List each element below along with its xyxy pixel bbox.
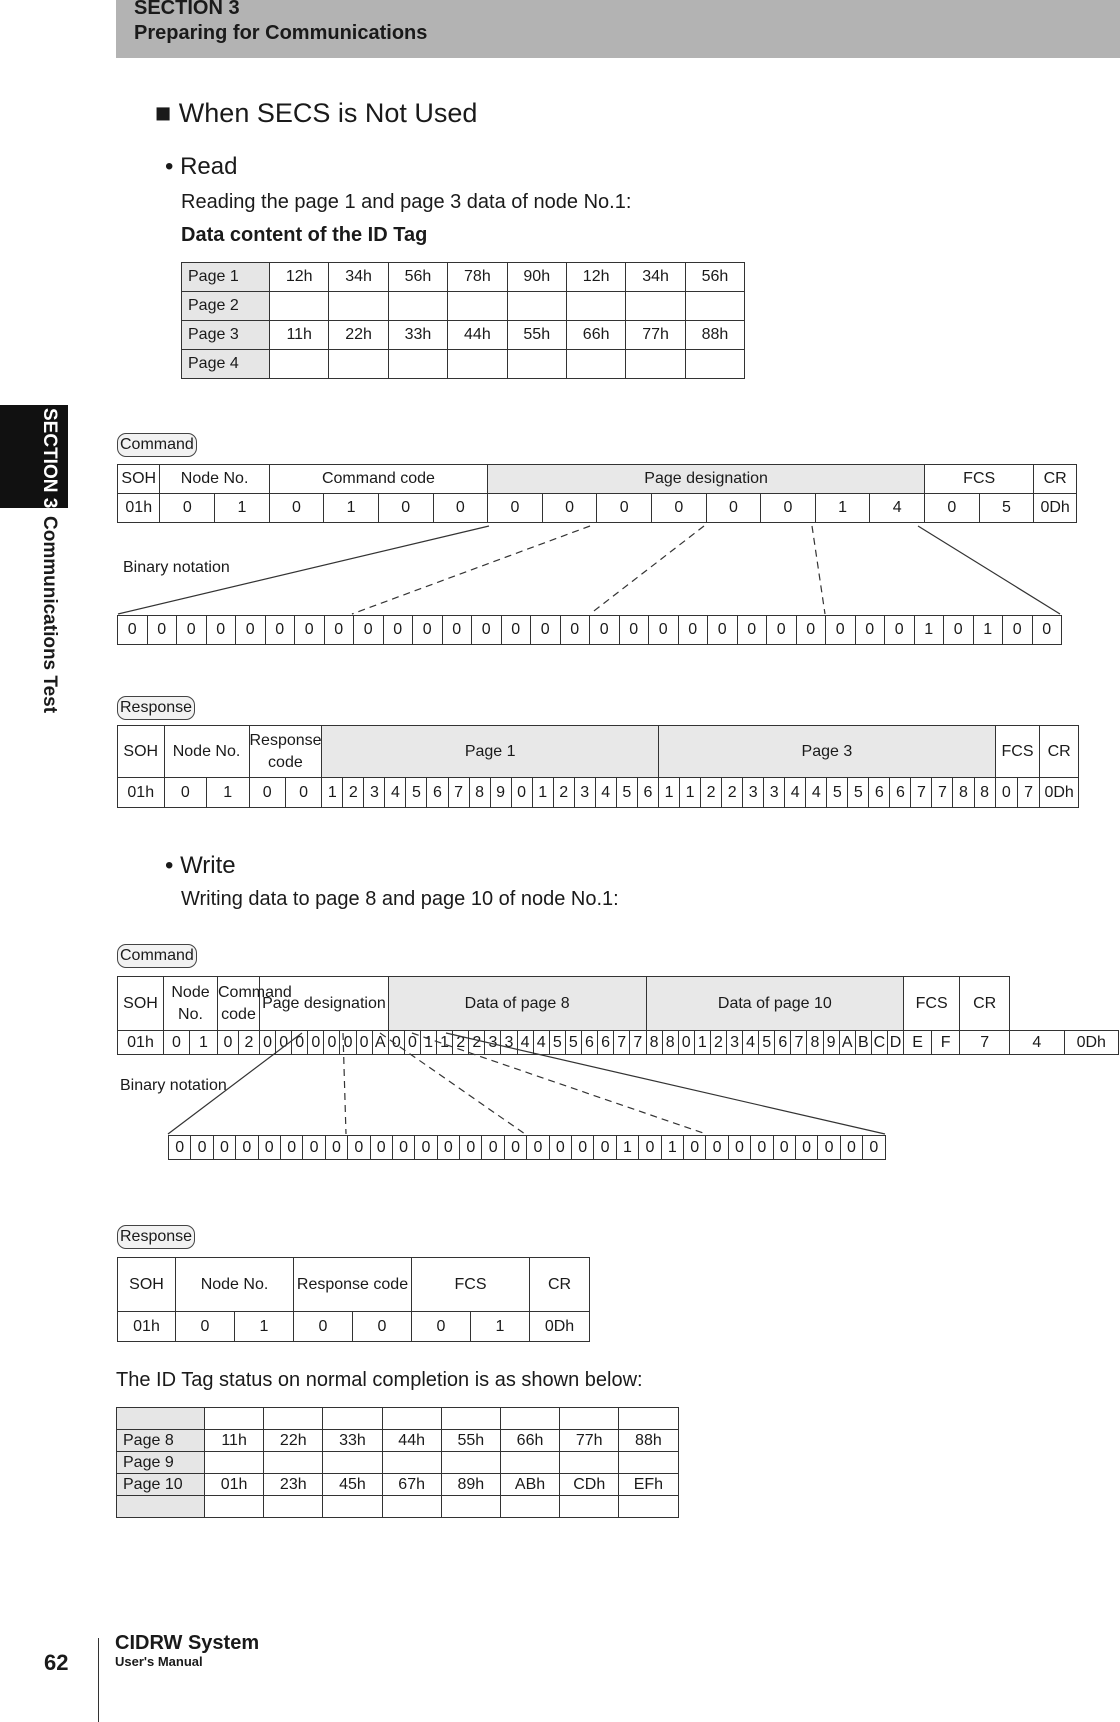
read-response-value-cell: 1 <box>207 778 249 808</box>
page-number: 62 <box>44 1650 69 1675</box>
read-binary-bit: 0 <box>501 616 531 645</box>
write-connector-dash3 <box>412 1033 706 1134</box>
write-command-value-cell: 8 <box>807 1031 823 1055</box>
write-description: Writing data to page 8 and page 10 of node No.1: <box>181 888 619 910</box>
write-response-value-cell: 1 <box>471 1312 530 1342</box>
read-response-header-cell: Page 1 <box>322 726 659 778</box>
read-response-value-cell: 0 <box>995 778 1017 808</box>
write-binary-bit: 0 <box>840 1136 862 1160</box>
write-command-label: Command <box>117 944 197 968</box>
write-command-value-cell: 9 <box>823 1031 839 1055</box>
write-binary-bit: 0 <box>482 1136 504 1160</box>
write-command-value-cell: 1 <box>694 1031 710 1055</box>
write-response-header-cell: Response code <box>294 1258 412 1312</box>
read-response-value-cell: 9 <box>490 778 511 808</box>
read-binary-bit: 0 <box>885 616 915 645</box>
read-response-label: Response <box>117 696 195 720</box>
write-response-label: Response <box>117 1225 195 1249</box>
read-response-value-cell: 5 <box>406 778 427 808</box>
read-response-header-cell: Response code <box>249 726 322 778</box>
section-title: Preparing for Communications <box>134 22 428 44</box>
tag-data-cell: 12h <box>270 263 329 292</box>
write-binary-bit: 0 <box>728 1136 750 1160</box>
read-binary-bit: 0 <box>796 616 826 645</box>
read-response-value-cell: 4 <box>785 778 806 808</box>
write-command-value-cell: 5 <box>759 1031 775 1055</box>
write-connector-dash1 <box>343 1033 346 1134</box>
tag-data-cell: 44h <box>382 1430 441 1452</box>
read-response-value-cell: 0 <box>511 778 532 808</box>
tag-data-cell: 34h <box>329 263 388 292</box>
write-command-value-cell: 2 <box>453 1031 469 1055</box>
write-command-value-cell: 0Dh <box>1064 1031 1118 1055</box>
read-response-value-cell: 7 <box>1018 778 1040 808</box>
write-command-value-cell: 1 <box>437 1031 453 1055</box>
write-response-header-cell: Node No. <box>176 1258 294 1312</box>
tag-data-cell: 44h <box>448 321 507 350</box>
tag-data-cell: 33h <box>388 321 447 350</box>
write-command-value-cell: 4 <box>533 1031 549 1055</box>
tag-data-cell: 11h <box>270 321 329 350</box>
read-response-value-cell: 2 <box>722 778 743 808</box>
read-binary-bit: 0 <box>265 616 295 645</box>
write-binary-bit: 0 <box>549 1136 571 1160</box>
write-response-value-cell: 1 <box>235 1312 294 1342</box>
tag-data-cell: CDh <box>560 1474 619 1496</box>
read-response-header-cell: FCS <box>995 726 1040 778</box>
read-response-value-cell: 5 <box>827 778 848 808</box>
tag-data-cell: 34h <box>626 263 685 292</box>
write-binary-bit: 0 <box>236 1136 258 1160</box>
write-response-value-cell: 0 <box>294 1312 353 1342</box>
write-connector-dash2 <box>380 1033 525 1134</box>
write-command-value-cell: 0 <box>276 1031 292 1055</box>
read-command-label: Command <box>117 433 197 457</box>
read-binary-bit: 0 <box>295 616 325 645</box>
write-command-value-cell: 3 <box>501 1031 517 1055</box>
status-description: The ID Tag status on normal completion is as shown below: <box>116 1369 643 1391</box>
read-response-value-cell: 3 <box>764 778 785 808</box>
write-command-value-cell: 8 <box>662 1031 678 1055</box>
tag-data-cell: 88h <box>685 321 744 350</box>
read-bullet: • Read <box>165 153 238 180</box>
tag-data-cell: 78h <box>448 263 507 292</box>
write-command-value-cell: 0 <box>308 1031 324 1055</box>
read-response-value-cell: 1 <box>532 778 553 808</box>
write-command-value-cell: 4 <box>743 1031 759 1055</box>
read-command-header-cell: FCS <box>925 465 1034 494</box>
tag-data-cell: EFh <box>619 1474 678 1496</box>
read-response-value-cell: 5 <box>848 778 869 808</box>
tag-data-cell: 67h <box>382 1474 441 1496</box>
tag-data-cell: 22h <box>329 321 388 350</box>
write-response-header-cell: FCS <box>412 1258 530 1312</box>
tag-data-cell: 12h <box>566 263 625 292</box>
read-response-value-cell: 7 <box>932 778 953 808</box>
write-command-value-cell: 1 <box>420 1031 436 1055</box>
write-command-value-cell: 01h <box>118 1031 164 1055</box>
read-binary-bit: 0 <box>354 616 384 645</box>
read-binary-bit: 0 <box>472 616 502 645</box>
read-binary-bit: 0 <box>590 616 620 645</box>
write-command-value-cell: 2 <box>239 1031 260 1055</box>
read-command-value-cell: 0 <box>378 494 433 523</box>
write-command-header-cell: Data of page 10 <box>646 977 904 1031</box>
tag-data-cell: 22h <box>264 1430 323 1452</box>
read-command-value-cell: 0 <box>269 494 324 523</box>
write-command-value-cell: 3 <box>726 1031 742 1055</box>
read-command-value-cell: 01h <box>118 494 160 523</box>
write-command-header-cell: Node No. <box>164 977 218 1031</box>
tag-page-label: Page 1 <box>182 263 270 292</box>
side-tab-label: SECTION 3 <box>39 408 60 509</box>
write-command-value-cell: E <box>904 1031 932 1055</box>
write-binary-bit: 1 <box>661 1136 683 1160</box>
read-response-value-cell: 3 <box>743 778 764 808</box>
write-command-header-cell: Command code <box>218 977 260 1031</box>
tag-data-cell: 89h <box>441 1474 500 1496</box>
read-command-value-cell: 0 <box>488 494 543 523</box>
read-command-value-cell: 5 <box>979 494 1034 523</box>
read-response-value-cell: 1 <box>659 778 680 808</box>
write-binary-bit: 0 <box>303 1136 325 1160</box>
write-binary-bit: 0 <box>348 1136 370 1160</box>
read-binary-bit: 0 <box>383 616 413 645</box>
write-command-value-cell: 5 <box>565 1031 581 1055</box>
read-command-header-cell: Command code <box>269 465 487 494</box>
tag-page-label: Page 4 <box>182 350 270 379</box>
read-connector-dash2 <box>590 526 704 614</box>
write-command-header-cell: Data of page 8 <box>388 977 646 1031</box>
read-command-header-cell: CR <box>1034 465 1077 494</box>
write-command-value-cell: 8 <box>646 1031 662 1055</box>
write-binary-bit: 0 <box>415 1136 437 1160</box>
read-description: Reading the page 1 and page 3 data of node No.1: <box>181 191 632 213</box>
tag-content-title: Data content of the ID Tag <box>181 224 428 246</box>
read-command-value-cell: 0 <box>925 494 980 523</box>
read-binary-bit: 0 <box>737 616 767 645</box>
read-connector-dash1 <box>352 526 590 614</box>
read-command-value-cell: 1 <box>215 494 270 523</box>
write-bullet: • Write <box>165 852 236 879</box>
read-binary-bit: 0 <box>177 616 207 645</box>
read-response-value-cell: 8 <box>974 778 995 808</box>
tag-data-cell: 77h <box>560 1430 619 1452</box>
write-command-value-cell: 4 <box>1010 1031 1064 1055</box>
write-binary-bit: 0 <box>460 1136 482 1160</box>
write-command-value-cell: 3 <box>485 1031 501 1055</box>
tag-data-cell: 55h <box>507 321 566 350</box>
read-response-value-cell: 3 <box>574 778 595 808</box>
read-response-value-cell: 4 <box>595 778 616 808</box>
write-command-value-cell: 0 <box>356 1031 372 1055</box>
write-command-value-cell: D <box>887 1031 903 1055</box>
tag-data-cell: 66h <box>566 321 625 350</box>
tag-page-label: Page 10 <box>117 1474 205 1496</box>
tag-data-cell: 01h <box>205 1474 264 1496</box>
write-command-value-cell: 6 <box>775 1031 791 1055</box>
read-command-value-cell: 1 <box>815 494 870 523</box>
read-binary-bit: 1 <box>973 616 1003 645</box>
read-response-value-cell: 6 <box>890 778 911 808</box>
write-command-value-cell: 7 <box>614 1031 630 1055</box>
write-response-value-cell: 0 <box>176 1312 235 1342</box>
write-command-value-cell: 6 <box>598 1031 614 1055</box>
read-response-value-cell: 2 <box>553 778 574 808</box>
write-command-value-cell: A <box>839 1031 855 1055</box>
footer-divider <box>98 1638 99 1722</box>
write-command-value-cell: 6 <box>581 1031 597 1055</box>
write-response-value-cell: 0 <box>353 1312 412 1342</box>
tag-data-cell: 11h <box>205 1430 264 1452</box>
write-binary-label: Binary notation <box>120 1077 227 1094</box>
read-response-value-cell: 8 <box>469 778 490 808</box>
write-command-value-cell: 7 <box>630 1031 646 1055</box>
tag-data-cell: 56h <box>388 263 447 292</box>
write-command-value-cell: C <box>871 1031 887 1055</box>
write-binary-bit: 0 <box>527 1136 549 1160</box>
write-binary-bit: 0 <box>325 1136 347 1160</box>
write-command-header-cell: FCS <box>904 977 960 1031</box>
read-response-value-cell: 1 <box>680 778 701 808</box>
tag-page-label: Page 8 <box>117 1430 205 1452</box>
read-binary-bit: 0 <box>560 616 590 645</box>
write-command-header-cell: SOH <box>118 977 164 1031</box>
read-binary-bit: 0 <box>442 616 472 645</box>
write-command-value-cell: 0 <box>404 1031 420 1055</box>
manual-subtitle: User's Manual <box>115 1654 203 1669</box>
tag-page-label: Page 3 <box>182 321 270 350</box>
write-command-value-cell: 7 <box>791 1031 807 1055</box>
write-command-value-cell: 0 <box>260 1031 276 1055</box>
read-command-value-cell: 4 <box>870 494 925 523</box>
write-binary-bit: 0 <box>683 1136 705 1160</box>
tag-data-cell: 55h <box>441 1430 500 1452</box>
write-binary-bit: 0 <box>191 1136 213 1160</box>
write-command-value-cell: F <box>932 1031 960 1055</box>
read-binary-bit: 0 <box>649 616 679 645</box>
side-section-label: Communications Test <box>39 516 60 714</box>
read-response-value-cell: 0 <box>164 778 206 808</box>
write-command-value-cell: 7 <box>960 1031 1010 1055</box>
read-binary-bit: 0 <box>118 616 148 645</box>
tag-data-cell: 33h <box>323 1430 382 1452</box>
write-binary-bit: 0 <box>863 1136 885 1160</box>
read-response-value-cell: 0 <box>249 778 285 808</box>
write-command-value-cell: 0 <box>678 1031 694 1055</box>
read-command-header-cell: Page designation <box>488 465 925 494</box>
read-response-value-cell: 4 <box>385 778 406 808</box>
read-response-value-cell: 6 <box>869 778 890 808</box>
read-response-value-cell: 5 <box>616 778 637 808</box>
write-binary-bit: 0 <box>818 1136 840 1160</box>
read-binary-bit: 0 <box>1003 616 1033 645</box>
tag-page-label: Page 2 <box>182 292 270 321</box>
write-connector-left <box>168 1033 302 1134</box>
write-binary-bit: 0 <box>572 1136 594 1160</box>
write-command-value-cell: A <box>372 1031 388 1055</box>
read-response-value-cell: 7 <box>448 778 469 808</box>
read-binary-bit: 0 <box>324 616 354 645</box>
write-binary-bit: 0 <box>639 1136 661 1160</box>
read-response-value-cell: 0 <box>285 778 321 808</box>
read-command-value-cell: 0 <box>433 494 488 523</box>
read-response-value-cell: 4 <box>806 778 827 808</box>
read-command-value-cell: 0Dh <box>1034 494 1077 523</box>
write-command-value-cell: 0 <box>292 1031 308 1055</box>
write-binary-bit: 0 <box>504 1136 526 1160</box>
write-command-value-cell: 0 <box>164 1031 190 1055</box>
tag-data-cell: 56h <box>685 263 744 292</box>
read-binary-bit: 0 <box>944 616 974 645</box>
write-connector-right <box>446 1033 885 1134</box>
read-command-value-cell: 0 <box>597 494 652 523</box>
write-binary-bit: 0 <box>594 1136 616 1160</box>
write-response-value-cell: 01h <box>118 1312 176 1342</box>
read-binary-bit: 0 <box>767 616 797 645</box>
read-response-value-cell: 1 <box>322 778 343 808</box>
read-response-header-cell: CR <box>1040 726 1079 778</box>
write-binary-bit: 0 <box>370 1136 392 1160</box>
read-binary-bit: 0 <box>855 616 885 645</box>
read-command-value-cell: 0 <box>761 494 816 523</box>
read-response-value-cell: 3 <box>364 778 385 808</box>
read-binary-bit: 0 <box>206 616 236 645</box>
tag-data-cell: 66h <box>500 1430 559 1452</box>
write-response-header-cell: CR <box>530 1258 590 1312</box>
write-command-value-cell: 2 <box>710 1031 726 1055</box>
tag-data-cell: 90h <box>507 263 566 292</box>
write-command-value-cell: 4 <box>517 1031 533 1055</box>
write-binary-bit: 0 <box>706 1136 728 1160</box>
read-command-value-cell: 0 <box>542 494 597 523</box>
read-binary-bit: 0 <box>236 616 266 645</box>
write-binary-bit: 0 <box>437 1136 459 1160</box>
read-connector-dash3 <box>812 526 825 614</box>
write-command-value-cell: 5 <box>549 1031 565 1055</box>
page-heading: ■ When SECS is Not Used <box>155 98 478 128</box>
read-response-value-cell: 2 <box>343 778 364 808</box>
read-response-header-cell: Node No. <box>164 726 249 778</box>
read-response-value-cell: 6 <box>427 778 448 808</box>
read-command-header-cell: SOH <box>118 465 160 494</box>
tag-data-cell: 23h <box>264 1474 323 1496</box>
read-response-header-cell: Page 3 <box>659 726 996 778</box>
read-response-header-cell: SOH <box>118 726 165 778</box>
read-response-value-cell: 01h <box>118 778 165 808</box>
write-response-value-cell: 0 <box>412 1312 471 1342</box>
write-binary-bit: 0 <box>773 1136 795 1160</box>
write-binary-bit: 0 <box>258 1136 280 1160</box>
write-command-value-cell: 0 <box>218 1031 239 1055</box>
read-response-value-cell: 7 <box>911 778 932 808</box>
write-binary-bit: 0 <box>213 1136 235 1160</box>
read-response-value-cell: 8 <box>953 778 974 808</box>
write-command-value-cell: 0 <box>388 1031 404 1055</box>
section-number: SECTION 3 <box>134 0 240 19</box>
read-binary-bit: 0 <box>413 616 443 645</box>
write-command-header-cell: Page designation <box>260 977 389 1031</box>
write-binary-bit: 0 <box>392 1136 414 1160</box>
read-binary-label: Binary notation <box>123 559 230 576</box>
read-response-value-cell: 2 <box>701 778 722 808</box>
write-response-value-cell: 0Dh <box>530 1312 590 1342</box>
read-binary-bit: 1 <box>914 616 944 645</box>
tag-page-label: Page 9 <box>117 1452 205 1474</box>
read-command-header-cell: Node No. <box>160 465 269 494</box>
read-binary-bit: 0 <box>1032 616 1062 645</box>
write-command-value-cell: B <box>855 1031 871 1055</box>
write-command-header-cell: CR <box>960 977 1010 1031</box>
write-binary-bit: 0 <box>751 1136 773 1160</box>
write-response-header-cell: SOH <box>118 1258 176 1312</box>
read-binary-bit: 0 <box>678 616 708 645</box>
write-command-value-cell: 0 <box>340 1031 356 1055</box>
read-binary-bit: 0 <box>619 616 649 645</box>
read-binary-bit: 0 <box>147 616 177 645</box>
manual-title: CIDRW System <box>115 1632 260 1654</box>
read-command-value-cell: 0 <box>706 494 761 523</box>
read-binary-bit: 0 <box>826 616 856 645</box>
write-binary-bit: 0 <box>280 1136 302 1160</box>
tag-data-cell: 88h <box>619 1430 678 1452</box>
write-command-value-cell: 0 <box>324 1031 340 1055</box>
read-command-value-cell: 0 <box>651 494 706 523</box>
write-binary-bit: 0 <box>795 1136 817 1160</box>
write-command-value-cell: 2 <box>469 1031 485 1055</box>
tag-data-cell: ABh <box>500 1474 559 1496</box>
read-command-value-cell: 0 <box>160 494 215 523</box>
read-binary-bit: 0 <box>708 616 738 645</box>
read-binary-bit: 0 <box>531 616 561 645</box>
tag-data-cell: 77h <box>626 321 685 350</box>
read-command-value-cell: 1 <box>324 494 379 523</box>
write-binary-bit: 1 <box>616 1136 638 1160</box>
read-response-value-cell: 6 <box>637 778 658 808</box>
tag-data-cell: 45h <box>323 1474 382 1496</box>
read-connector-right <box>918 526 1060 614</box>
read-connector-left <box>118 526 489 614</box>
write-binary-bit: 0 <box>169 1136 191 1160</box>
write-command-value-cell: 1 <box>190 1031 218 1055</box>
read-response-value-cell: 0Dh <box>1040 778 1079 808</box>
